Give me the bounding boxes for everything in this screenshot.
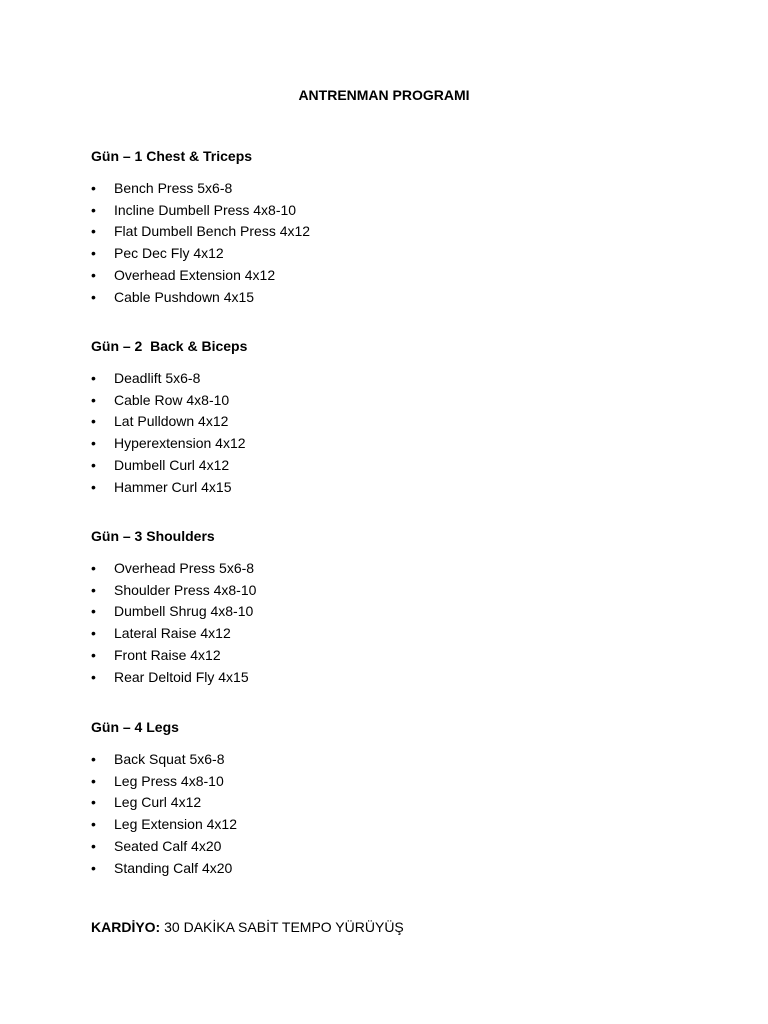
exercise-label: Lat Pulldown 4x12 (114, 413, 229, 430)
bullet-icon: • (91, 413, 96, 430)
exercise-list (91, 558, 691, 688)
list-item (91, 623, 691, 645)
exercise-label: Seated Calf 4x20 (114, 837, 222, 854)
cardio-note (91, 918, 404, 936)
list-item (91, 477, 691, 499)
list-item (91, 792, 691, 814)
bullet-icon: • (91, 603, 96, 620)
exercise-label: Shoulder Press 4x8-10 (114, 581, 257, 598)
exercise-label: Leg Curl 4x12 (114, 794, 202, 811)
exercise-label: Standing Calf 4x20 (114, 859, 233, 876)
day-heading: Gün – 4 Legs (91, 719, 179, 735)
exercise-label: Deadlift 5x6-8 (114, 370, 201, 386)
list-item (91, 836, 691, 858)
list-item (91, 433, 691, 455)
bullet-icon: • (91, 581, 96, 598)
day-section-2 (91, 337, 691, 498)
exercise-label: Leg Press 4x8-10 (114, 772, 224, 789)
bullet-icon: • (91, 859, 96, 876)
list-item (91, 200, 691, 222)
exercise-label: Overhead Press 5x6-8 (114, 560, 255, 576)
bullet-icon: • (91, 201, 96, 218)
bullet-icon: • (91, 772, 96, 789)
exercise-label: Pec Dec Fly 4x12 (114, 245, 224, 262)
day-heading: Gün – 2 Back & Biceps (91, 338, 248, 354)
exercise-label: Flat Dumbell Bench Press 4x12 (114, 223, 311, 240)
day-section-1 (91, 147, 691, 308)
bullet-icon: • (91, 816, 96, 833)
list-item (91, 601, 691, 623)
exercise-label: Lateral Raise 4x12 (114, 625, 231, 642)
exercise-list (91, 178, 691, 308)
day-heading: Gün – 1 Chest & Triceps (91, 148, 253, 164)
exercise-label: Hammer Curl 4x15 (114, 478, 232, 495)
list-item (91, 455, 691, 477)
exercise-label: Rear Deltoid Fly 4x15 (114, 668, 249, 685)
list-item (91, 771, 691, 793)
exercise-label: Front Raise 4x12 (114, 646, 221, 663)
bullet-icon: • (91, 266, 96, 283)
list-item (91, 667, 691, 689)
bullet-icon: • (91, 837, 96, 854)
list-item (91, 287, 691, 309)
exercise-label: Cable Pushdown 4x15 (114, 288, 255, 305)
list-item (91, 749, 691, 771)
bullet-icon: • (91, 646, 96, 663)
list-item (91, 368, 691, 390)
list-item (91, 265, 691, 287)
list-item (91, 243, 691, 265)
bullet-icon: • (91, 560, 96, 576)
exercise-label: Dumbell Curl 4x12 (114, 456, 230, 473)
list-item (91, 221, 691, 243)
list-item (91, 580, 691, 602)
bullet-icon: • (91, 625, 96, 642)
bullet-icon: • (91, 391, 96, 408)
list-item (91, 858, 691, 880)
exercise-label: Leg Extension 4x12 (114, 816, 237, 833)
bullet-icon: • (91, 180, 96, 196)
list-item (91, 178, 691, 200)
bullet-icon: • (91, 668, 96, 685)
day-section-3 (91, 527, 691, 688)
list-item (91, 814, 691, 836)
exercise-label: Bench Press 5x6-8 (114, 180, 233, 196)
exercise-label: Hyperextension 4x12 (114, 435, 246, 452)
bullet-icon: • (91, 435, 96, 452)
bullet-icon: • (91, 288, 96, 305)
list-item (91, 558, 691, 580)
list-item (91, 390, 691, 412)
bullet-icon: • (91, 478, 96, 495)
bullet-icon: • (91, 751, 96, 767)
day-heading: Gün – 3 Shoulders (91, 528, 215, 544)
exercise-list (91, 749, 691, 879)
cardio-label: KARDİYO: (91, 919, 161, 935)
exercise-label: Dumbell Shrug 4x8-10 (114, 603, 254, 620)
bullet-icon: • (91, 370, 96, 386)
bullet-icon: • (91, 223, 96, 240)
bullet-icon: • (91, 794, 96, 811)
list-item (91, 411, 691, 433)
exercise-label: Cable Row 4x8-10 (114, 391, 230, 408)
bullet-icon: • (91, 245, 96, 262)
list-item (91, 645, 691, 667)
document-title: ANTRENMAN PROGRAMI (298, 87, 470, 103)
exercise-list (91, 368, 691, 498)
day-section-4 (91, 718, 691, 879)
bullet-icon: • (91, 456, 96, 473)
cardio-text: 30 DAKİKA SABİT TEMPO YÜRÜYÜŞ (160, 919, 404, 935)
exercise-label: Incline Dumbell Press 4x8-10 (114, 201, 297, 218)
exercise-label: Back Squat 5x6-8 (114, 751, 225, 767)
exercise-label: Overhead Extension 4x12 (114, 266, 276, 283)
